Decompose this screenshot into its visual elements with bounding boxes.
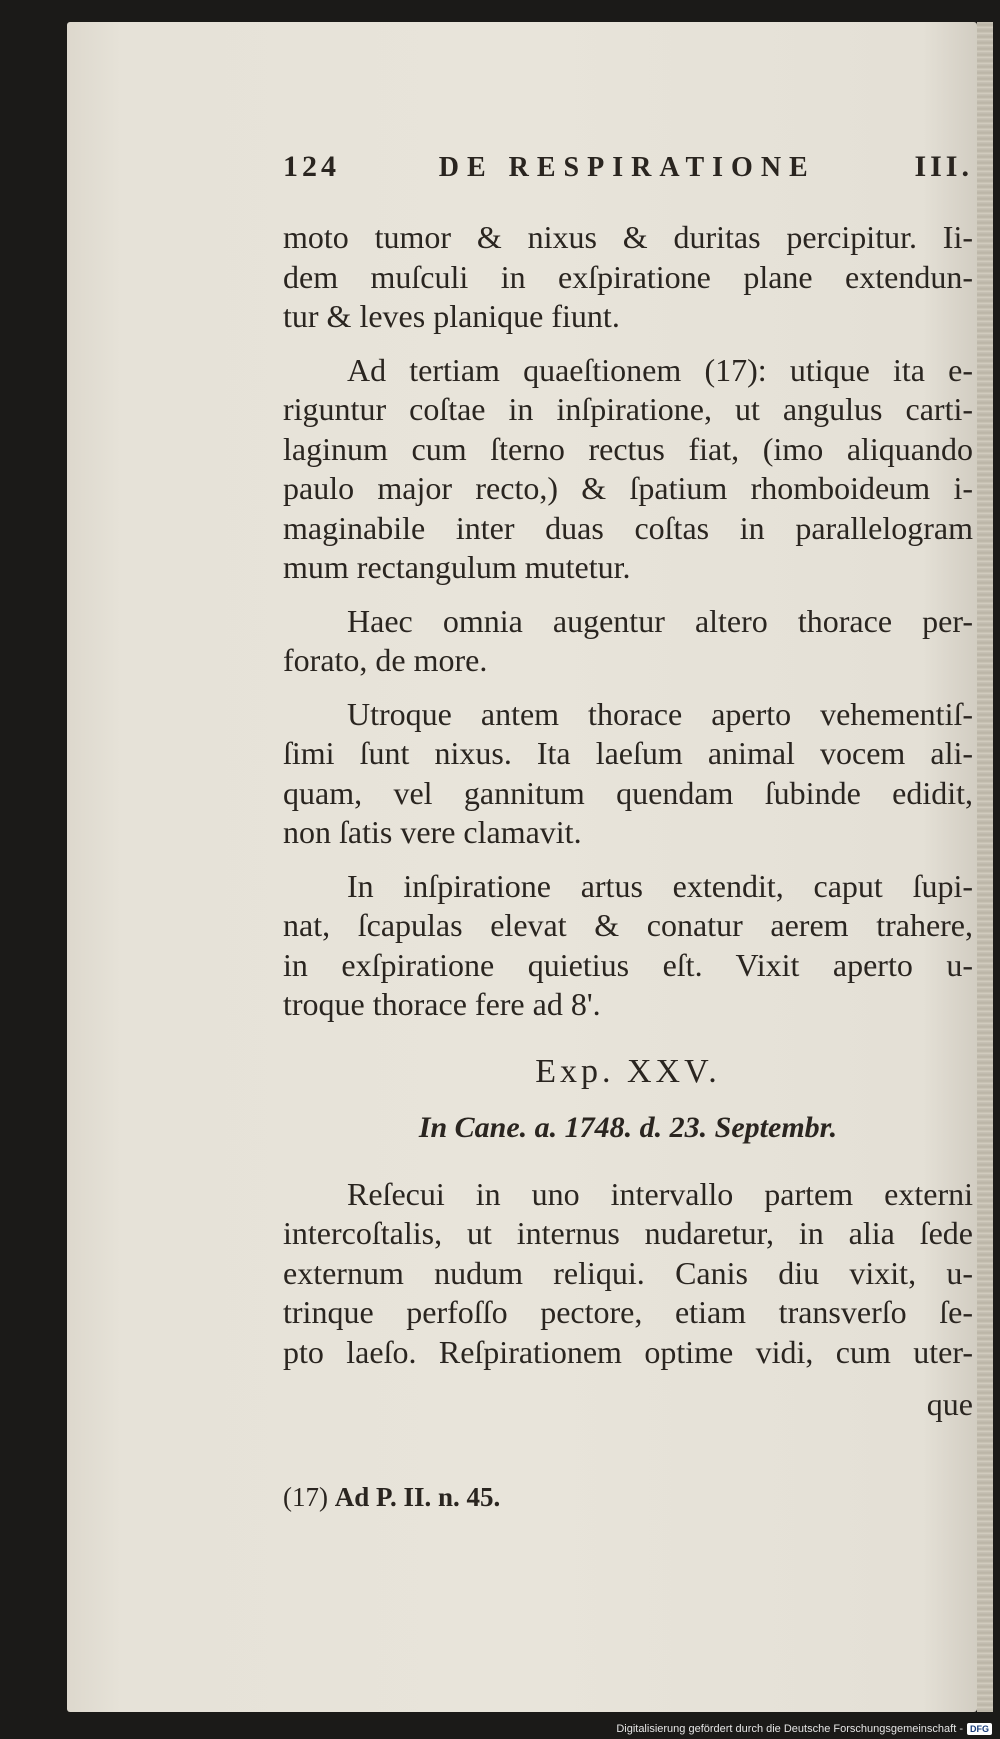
running-title: DE RESPIRATIONE bbox=[438, 152, 816, 183]
text-line: In inſpiratione artus extendit, caput ſupi- bbox=[347, 867, 973, 904]
paragraph-6 bbox=[283, 1175, 973, 1373]
text-line: externum nudum reliqui. Canis diu vixit, u- bbox=[283, 1254, 973, 1291]
text-line: maginabile inter duas coſtas in parallelogram bbox=[283, 509, 973, 546]
running-header bbox=[283, 150, 973, 206]
text-line: intercoſtalis, ut internus nudaretur, in alia ſede bbox=[283, 1215, 973, 1251]
experiment-heading: Exp. XXV. bbox=[535, 1052, 721, 1090]
text-line: in exſpiratione quietius eſt. Vixit aperto u- bbox=[283, 946, 973, 983]
text-line: troque thorace fere ad 8'. bbox=[283, 986, 601, 1022]
text-line: dem muſculi in exſpiratione plane extendun- bbox=[283, 258, 973, 295]
text-line: paulo major recto,) & ſpatium rhomboideum i- bbox=[283, 470, 973, 506]
credit-text: Digitalisierung gefördert durch die Deutsche Forschungsgemeinschaft - bbox=[616, 1723, 963, 1735]
text-line: non ſatis vere clamavit. bbox=[283, 814, 582, 850]
text-line: Reſecui in uno intervallo partem externi bbox=[347, 1175, 973, 1212]
text-line: ſimi ſunt nixus. Ita laeſum animal vocem ali- bbox=[283, 735, 973, 771]
experiment-subheading: In Cane. a. 1748. d. 23. Septembr. bbox=[418, 1110, 838, 1144]
text-line: nat, ſcapulas elevat & conatur aerem trahere, bbox=[283, 907, 973, 943]
text-line: quam, vel gannitum quendam ſubinde edidit, bbox=[283, 774, 973, 811]
text-line: moto tumor & nixus & duritas percipitur. Ii- bbox=[283, 219, 973, 255]
text-line: pto laeſo. Reſpirationem optime vidi, cum uter- bbox=[283, 1333, 973, 1370]
footnote bbox=[283, 1482, 500, 1513]
footnote-marker: (17) bbox=[283, 1482, 328, 1512]
text-line: trinque perfoſſo pectore, etiam transverſo ſe- bbox=[283, 1294, 973, 1330]
text-line: laginum cum ſterno rectus fiat, (imo aliquando bbox=[283, 430, 973, 467]
paragraph-2 bbox=[283, 351, 973, 588]
digitization-credit bbox=[616, 1723, 992, 1735]
text-line: forato, de more. bbox=[283, 642, 488, 678]
dfg-logo-icon: DFG bbox=[967, 1723, 992, 1735]
text-line: riguntur coſtae in inſpiratione, ut angulus carti- bbox=[283, 391, 973, 427]
paragraph-3 bbox=[283, 602, 973, 681]
catchword: que bbox=[926, 1386, 973, 1422]
footnote-text: Ad P. II. n. 45. bbox=[334, 1482, 501, 1512]
text-line: Ad tertiam quaeſtionem (17): utique ita e- bbox=[347, 351, 973, 388]
page-edge bbox=[977, 22, 993, 1712]
paragraph-5 bbox=[283, 867, 973, 1025]
text-line: mum rectangulum mutetur. bbox=[283, 549, 631, 585]
page-number: 124 bbox=[283, 150, 340, 183]
paragraph-1 bbox=[283, 218, 973, 337]
text-line: tur & leves planique fiunt. bbox=[283, 298, 620, 334]
text-line: Utroque antem thorace aperto vehementiſ- bbox=[347, 695, 973, 732]
section-number: III. bbox=[914, 150, 973, 183]
paragraph-4 bbox=[283, 695, 973, 853]
page-content bbox=[283, 150, 973, 1426]
text-line: Haec omnia augentur altero thorace per- bbox=[347, 602, 973, 639]
